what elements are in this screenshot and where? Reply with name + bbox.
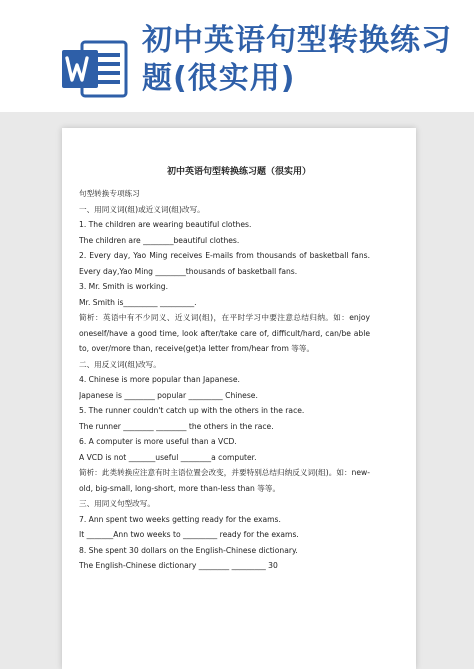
exercise-line: 4. Chinese is more popular than Japanese.	[79, 375, 240, 384]
banner	[0, 0, 474, 112]
exercise-line: Mr. Smith is_________ _________.	[79, 297, 197, 307]
exercise-line: The children are ________beautiful clothes.	[79, 235, 240, 245]
exercise-line: 5. The runner couldn't catch up with the others in the race.	[79, 406, 305, 415]
exercise-instruction: 三、用同义句型改写。	[79, 499, 155, 508]
exercise-line: It _______Ann two weeks to _________ ready for the exams.	[79, 530, 299, 539]
exercise-line: A VCD is not _______useful ________a computer.	[79, 452, 257, 462]
section-heading: 句型转换专项练习	[79, 189, 140, 198]
word-document-icon	[60, 38, 130, 100]
exercise-line: Japanese is ________ popular _________ Chinese.	[79, 390, 258, 400]
exercise-instruction: 一、用同义词(组)或近义词(组)改写。	[79, 204, 205, 214]
exercise-paragraph: 2. Every day, Yao Ming receives E-mails from thousands of basketball fans. Every day,Yao Ming ________thousands of basketball fans.	[79, 251, 370, 276]
exercise-line: The runner ________ ________ the others in the race.	[79, 421, 274, 431]
exercise-line: 7. Ann spent two weeks getting ready for the exams.	[79, 514, 281, 524]
exercise-line: 3. Mr. Smith is working.	[79, 282, 169, 291]
exercise-line: 1. The children are wearing beautiful clothes.	[79, 220, 252, 229]
analysis-paragraph: 简析：此类转换应注意有时主语位置会改变，并要特别总结归纳反义词(组)。如：new-old, big-small, long-short, more than-less than 等等。	[79, 468, 370, 493]
document-body	[79, 186, 370, 574]
analysis-paragraph: 简析：英语中有不少同义、近义词(组)，在平时学习中要注意总结归纳。如：enjoy oneself/have a good time, look after/take care of, difficult/hard, can/be able to, over/more than, receive(get)a letter from/hear from 等等。	[79, 313, 370, 353]
exercise-line: The English-Chinese dictionary ________ _________ 30	[79, 561, 278, 570]
document-title: 初中英语句型转换练习题（很实用）	[166, 167, 311, 177]
exercise-line: 8. She spent 30 dollars on the English-Chinese dictionary.	[79, 545, 298, 555]
exercise-instruction: 二、用反义词(组)改写。	[79, 359, 161, 369]
banner-title: 初中英语句型转换练习题(很实用)	[142, 23, 452, 96]
exercise-line: 6. A computer is more useful than a VCD.	[79, 437, 237, 446]
